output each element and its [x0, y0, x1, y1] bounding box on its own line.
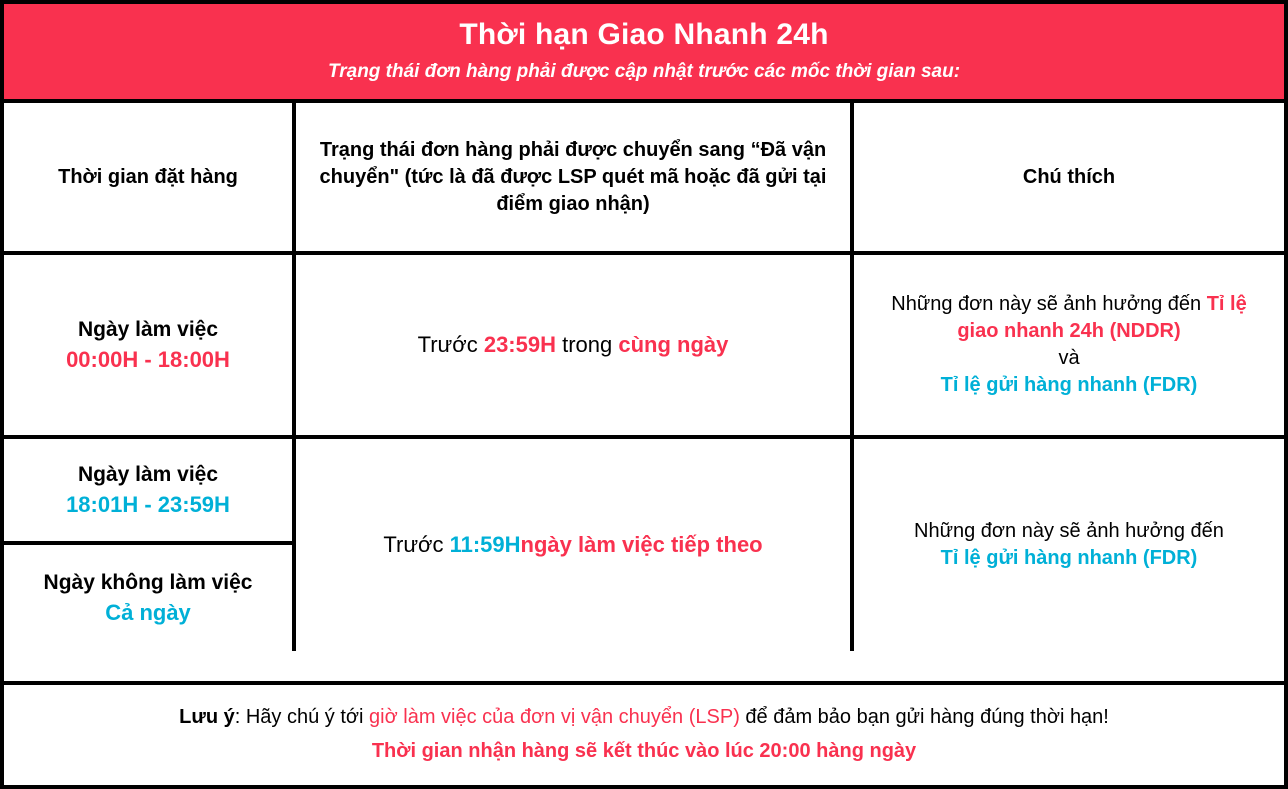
page-subtitle: Trạng thái đơn hàng phải được cập nhật trước các mốc thời gian sau: — [327, 60, 961, 82]
footer-line-2: Thời gian nhận hàng sẽ kết thúc vào lúc 20:00 hàng ngày — [371, 740, 917, 762]
row2-deadline-highlight: 11:59H — [449, 532, 521, 558]
deadline-table — [4, 103, 1284, 681]
row1-note-cell — [854, 255, 1284, 435]
row1-order-time-cell — [4, 255, 296, 435]
row1-time-value: 00:00H - 18:00H — [66, 346, 230, 372]
footer-line1-part1: : Hãy chú ý tới — [234, 706, 370, 728]
row1-note-conjunction: và — [1058, 347, 1080, 370]
row1-deadline-suffix: cùng ngày — [618, 332, 729, 358]
row2-deadline-text — [383, 530, 762, 560]
header-banner — [4, 4, 1284, 103]
row2-note-lead: Những đơn này sẽ ảnh hưởng đến — [914, 520, 1224, 543]
row1-deadline-prefix: Trước — [417, 332, 484, 358]
row1-deadline-highlight: 23:59H — [483, 332, 556, 358]
table-row — [4, 439, 1284, 651]
page-title: Thời hạn Giao Nhanh 24h — [459, 18, 829, 51]
column-header-status — [296, 103, 854, 251]
footer-note — [4, 681, 1284, 785]
footer-line-1 — [24, 703, 1264, 731]
row1-note-metric-fdr: Tỉ lệ gửi hàng nhanh (FDR) — [940, 374, 1198, 397]
row1-note-lead: Những đơn này sẽ ảnh hưởng đến — [891, 293, 1207, 316]
row1-deadline-text — [418, 330, 729, 360]
row2-note-metric-fdr: Tỉ lệ gửi hàng nhanh (FDR) — [940, 547, 1198, 570]
column-header-status-label: Trạng thái đơn hàng phải được chuyển sang “Đã vận chuyển" (tức là đã được LSP quét mã hoặc đã gửi tại điểm giao nhận) — [319, 138, 827, 215]
row2-time-label-bottom: Ngày không làm việc — [43, 571, 253, 595]
footer-line1-part2: để đảm bảo bạn gửi hàng đúng thời hạn! — [739, 706, 1109, 728]
footer-label: Lưu ý — [179, 706, 235, 728]
row1-note-text — [868, 291, 1270, 345]
row1-deadline-cell — [296, 255, 854, 435]
row2-order-time-cell-working — [4, 439, 292, 545]
row2-time-value-bottom: Cả ngày — [105, 599, 191, 625]
row1-time-label: Ngày làm việc — [77, 318, 219, 342]
row2-note-cell — [854, 439, 1284, 651]
table-header-row — [4, 103, 1284, 255]
column-header-note — [854, 103, 1284, 251]
row2-deadline-suffix: ngày làm việc tiếp theo — [520, 532, 763, 558]
table-row — [4, 255, 1284, 439]
column-header-note-label: Chú thích — [1022, 165, 1116, 188]
footer-line1-highlight: giờ làm việc của đơn vị vận chuyển (LSP) — [369, 706, 740, 728]
column-header-order-time — [4, 103, 296, 251]
column-header-order-time-label: Thời gian đặt hàng — [58, 165, 238, 188]
row2-time-label-top: Ngày làm việc — [77, 463, 219, 487]
row1-deadline-middle: trong — [555, 332, 619, 358]
row2-order-time-stack — [4, 439, 296, 651]
row2-deadline-cell — [296, 439, 854, 651]
row2-time-value-top: 18:01H - 23:59H — [66, 491, 230, 517]
row2-deadline-prefix: Trước — [383, 532, 450, 558]
row2-order-time-cell-nonworking — [4, 545, 292, 651]
row1-note-metric-nddr: Tỉ lệ giao nhanh 24h (NDDR) — [957, 293, 1247, 343]
